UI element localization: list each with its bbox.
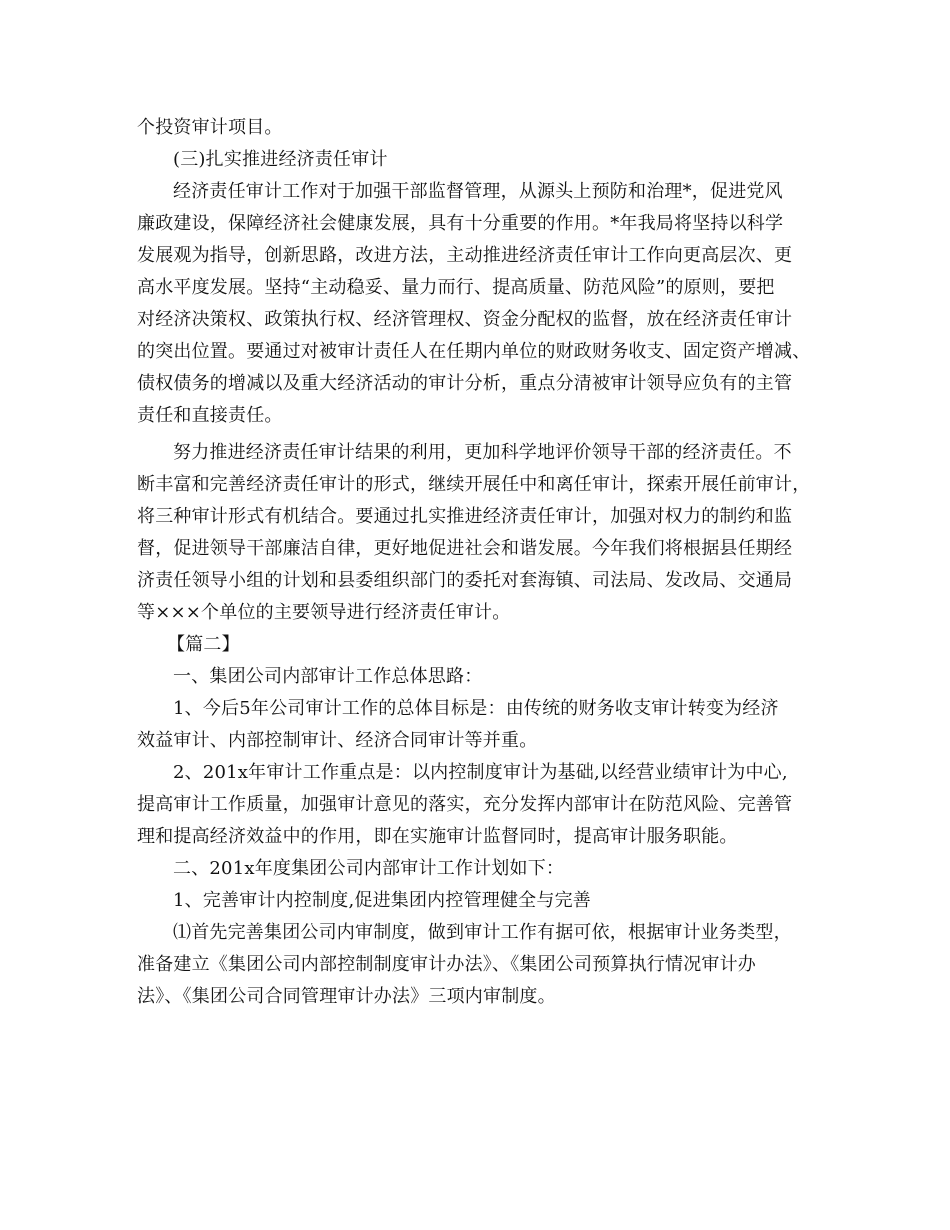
text-line: 准备建立《集团公司内部控制制度审计办法》、《集团公司预算执行情况审计办 (137, 954, 756, 975)
text-line: 1、完善审计内控制度,促进集团内控管理健全与完善 (173, 890, 591, 911)
text-line: 2、201x年审计工作重点是：以内控制度审计为基础,以经营业绩审计为中心, (173, 762, 788, 783)
text-line: 1、今后5年公司审计工作的总体目标是：由传统的财务收支审计转变为经济 (173, 698, 779, 719)
text-line: ⑴首先完善集团公司内审制度，做到审计工作有据可依，根据审计业务类型， (173, 922, 792, 943)
text-line: 理和提高经济效益中的作用，即在实施审计监督同时，提高审计服务职能。 (137, 826, 738, 847)
section-heading: (三)扎实推进经济责任审计 (173, 149, 388, 170)
text-line: 高水平度发展。坚持“主动稳妥、量力而行、提高质量、防范风险”的原则，要把 (137, 277, 775, 298)
text-line: 济责任领导小组的计划和县委组织部门的委托对套海镇、司法局、发改局、交通局 (137, 570, 793, 591)
text-line: 发展观为指导，创新思路，改进方法，主动推进经济责任审计工作向更高层次、更 (137, 245, 793, 266)
text-line: 对经济决策权、政策执行权、经济管理权、资金分配权的监督，放在经济责任审计 (137, 309, 793, 330)
text-line: 将三种审计形式有机结合。要通过扎实推进经济责任审计，加强对权力的制约和监 (137, 506, 793, 527)
text-line: 的突出位置。要通过对被审计责任人在任期内单位的财政财务收支、固定资产增减、 (137, 341, 811, 362)
text-line: 债权债务的增减以及重大经济活动的审计分析，重点分清被审计领导应负有的主管 (137, 373, 793, 394)
text-line: 责任和直接责任。 (137, 405, 283, 426)
text-line: 断丰富和完善经济责任审计的形式，继续开展任中和离任审计，探索开展任前审计， (137, 474, 811, 495)
text-line: 努力推进经济责任审计结果的利用，更加科学地评价领导干部的经济责任。不 (173, 442, 792, 463)
text-line: 个投资审计项目。 (137, 117, 283, 138)
text-line: 经济责任审计工作对于加强干部监督管理，从源头上预防和治理*，促进党风 (173, 181, 783, 202)
text-line: 等×××个单位的主要领导进行经济责任审计。 (137, 602, 511, 623)
text-line: 提高审计工作质量，加强审计意见的落实，充分发挥内部审计在防范风险、完善管 (137, 794, 793, 815)
document-page (137, 112, 817, 1013)
section-heading: 二、201x年度集团公司内部审计工作计划如下： (173, 858, 565, 879)
text-line: 廉政建设，保障经济社会健康发展，具有十分重要的作用。*年我局将坚持以科学 (137, 213, 784, 234)
text-line: 督，促进领导干部廉洁自律，更好地促进社会和谐发展。今年我们将根据县任期经 (137, 538, 793, 559)
text-line: 法》、《集团公司合同管理审计办法》三项内审制度。 (137, 986, 556, 1007)
text-line: 效益审计、内部控制审计、经济合同审计等并重。 (137, 730, 538, 751)
part-heading: 【篇二】 (167, 634, 240, 655)
section-heading: 一、集团公司内部审计工作总体思路： (173, 666, 483, 687)
